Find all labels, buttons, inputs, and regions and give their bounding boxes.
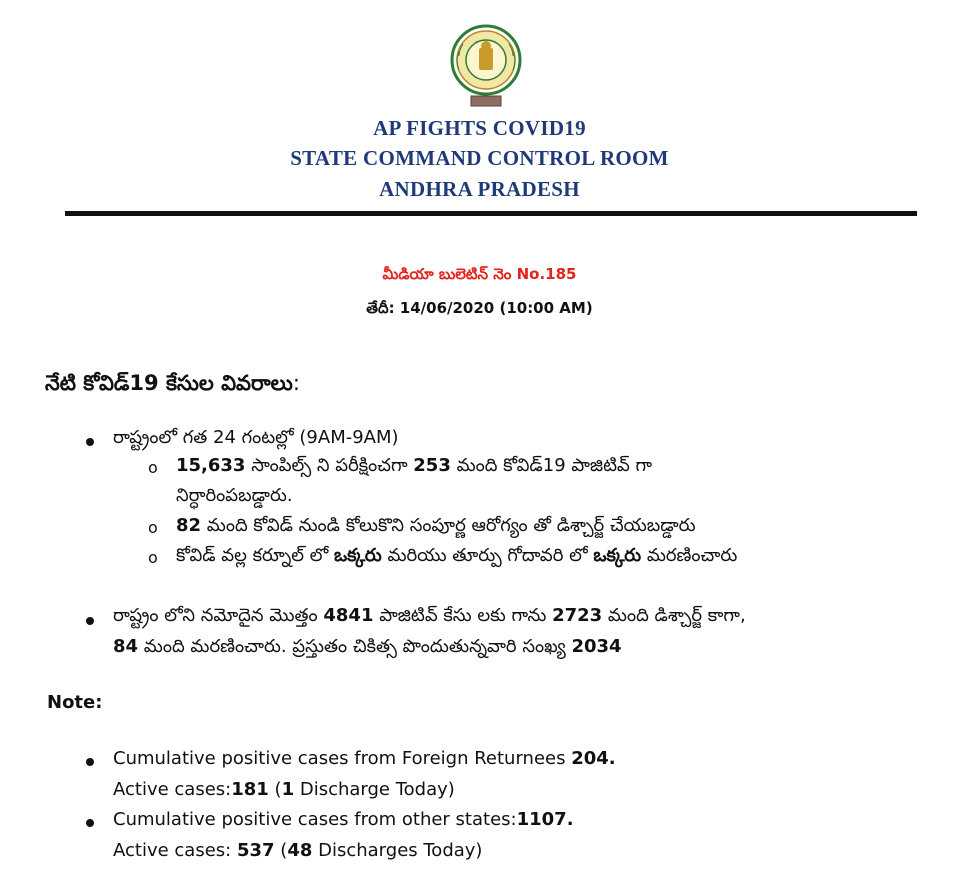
bullet1-sub1: 15,633 సాంపిల్స్ ని పరీక్షించగా 253 మంది కోవిడ్19 పాజిటివ్ గా — [176, 455, 653, 476]
bulletin-title: మీడియా బులెటిన్ నెం No.185 — [382, 265, 577, 283]
bullet2-line2: 84 మంది మరణించారు. ప్రస్తుతం చికిత్స పొందుతున్నవారి సంఖ్య 2034 — [113, 636, 622, 657]
bullet-icon — [86, 617, 94, 625]
sub-bullet-icon: o — [148, 518, 158, 537]
bullet2-line1: రాష్ట్రం లోని నమోదైన మొత్తం 4841 పాజిటివ్ కేసు లకు గాను 2723 మంది డిశ్చార్జ్ కాగా, — [113, 605, 746, 626]
andhra-pradesh-emblem-icon — [447, 22, 525, 112]
org-title-line3: ANDHRA PRADESH — [379, 177, 580, 201]
bullet1-intro: రాష్ట్రంలో గత 24 గంటల్లో (9AM-9AM) — [113, 427, 399, 448]
note-item1-line1: Cumulative positive cases from Foreign Returnees 204. — [113, 748, 616, 769]
bullet-icon — [86, 438, 94, 446]
org-title-line1: AP FIGHTS COVID19 — [373, 116, 586, 140]
note-label: Note: — [47, 692, 103, 713]
bullet1-sub2: 82 మంది కోవిడ్ నుండి కోలుకొని సంపూర్ణ ఆరోగ్యం తో డిశ్చార్జ్ చేయబడ్డారు — [176, 515, 696, 536]
section-heading: నేటి కోవిడ్19 కేసుల వివరాలు: — [45, 371, 300, 395]
bullet1-sub1-cont: నిర్ధారింపబడ్డారు. — [176, 485, 293, 506]
sub-bullet-icon: o — [148, 458, 158, 477]
sub-bullet-icon: o — [148, 548, 158, 567]
bullet-icon — [86, 758, 94, 766]
note-item2-line1: Cumulative positive cases from other states:1107. — [113, 809, 574, 830]
note-item2-line2: Active cases: 537 (48 Discharges Today) — [113, 840, 483, 861]
note-item1-line2: Active cases:181 (1 Discharge Today) — [113, 779, 455, 800]
org-title-line2: STATE COMMAND CONTROL ROOM — [290, 146, 669, 170]
bullet1-sub3: కోవిడ్ వల్ల కర్నూల్ లో ఒక్కరు మరియు తూర్పు గోదావరి లో ఒక్కరు మరణించారు — [176, 545, 738, 566]
bulletin-date: తేదీ: 14/06/2020 (10:00 AM) — [366, 299, 593, 317]
bullet-icon — [86, 819, 94, 827]
header-divider — [65, 211, 917, 216]
